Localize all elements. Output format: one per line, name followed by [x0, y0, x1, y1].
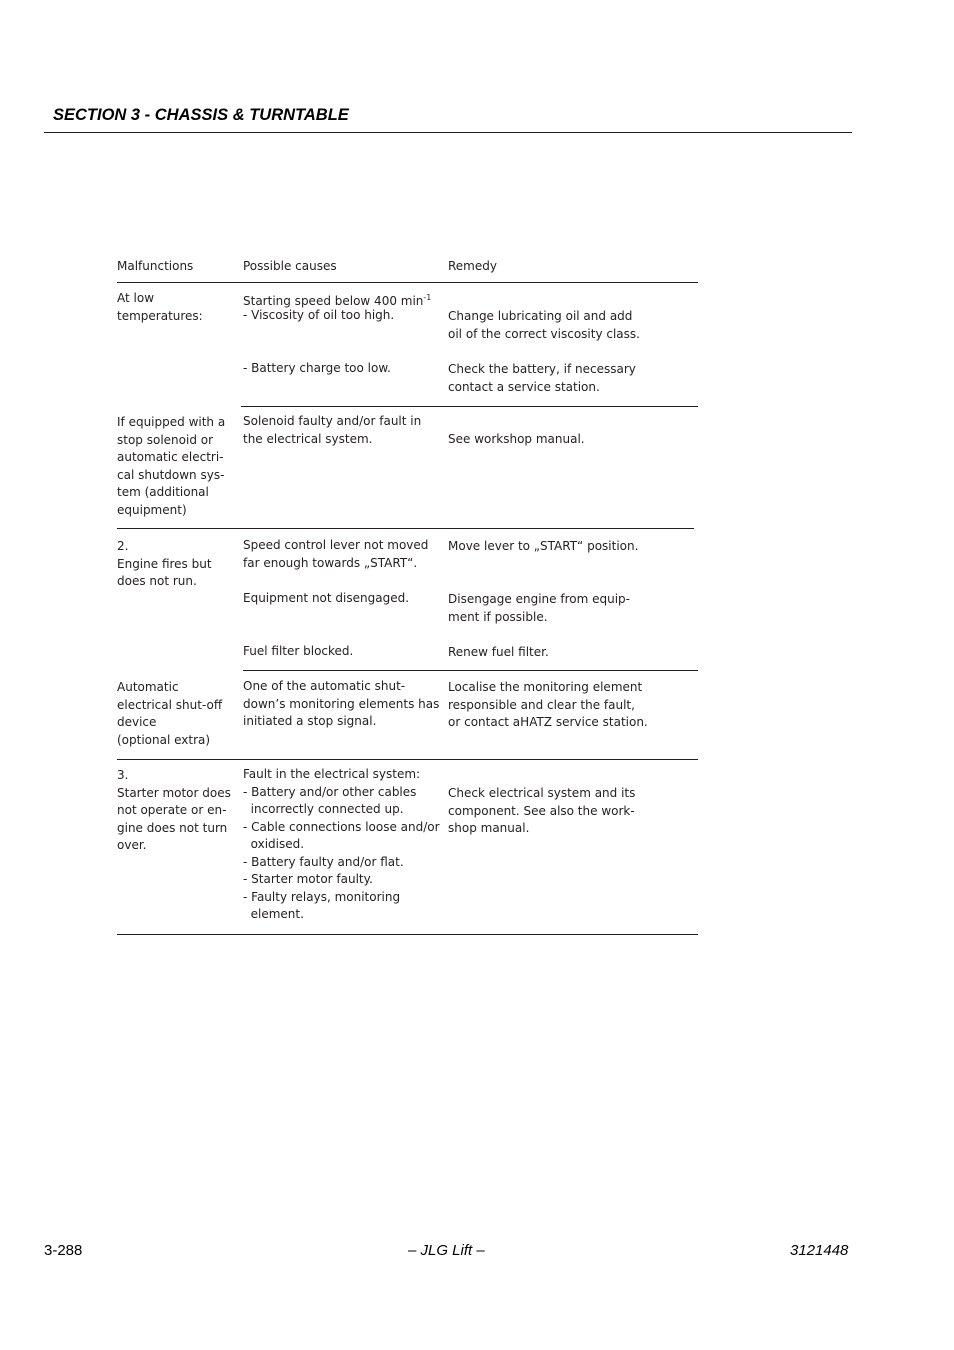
column-header-causes: Possible causes	[243, 259, 337, 273]
remedy-renew-filter: Renew fuel filter.	[448, 645, 549, 659]
row-divider	[243, 670, 698, 671]
document-number: 3121448	[790, 1242, 849, 1259]
page-number: 3-288	[44, 1242, 83, 1259]
remedy-check-battery: Check the battery, if necessary contact a service station.	[448, 362, 636, 394]
row-divider	[117, 528, 694, 529]
remedy-move-lever: Move lever to „START“ position.	[448, 539, 639, 553]
malfunction-low-temperatures: At low temperatures:	[117, 291, 203, 323]
cause-equipment-engaged: Equipment not disengaged.	[243, 591, 410, 605]
footer-brand: – JLG Lift –	[408, 1242, 485, 1259]
cause-starting-speed-unit-exponent: -1	[423, 293, 432, 302]
cause-battery-charge: - Battery charge too low.	[243, 361, 391, 375]
malfunction-stop-solenoid: If equipped with a stop solenoid or automatic electri- cal shutdown sys- tem (additional equipment)	[117, 415, 226, 517]
column-header-malfunctions: Malfunctions	[117, 259, 194, 273]
cause-monitoring-element: One of the automatic shut- down’s monitoring elements has initiated a stop signal.	[243, 679, 440, 728]
row-divider	[117, 759, 698, 760]
remedy-check-electrical: Check electrical system and its component. See also the work- shop manual.	[448, 786, 636, 835]
cause-solenoid-faulty: Solenoid faulty and/or fault in the electrical system.	[243, 414, 422, 446]
remedy-change-oil: Change lubricating oil and add oil of the correct viscosity class.	[448, 309, 640, 341]
cause-speed-lever: Speed control lever not moved far enough towards „START“.	[243, 538, 429, 570]
malfunction-starter-motor: 3. Starter motor does not operate or en- gine does not turn over.	[117, 768, 231, 852]
header-rule	[44, 132, 852, 133]
remedy-workshop-manual: See workshop manual.	[448, 432, 585, 446]
table-bottom-rule	[117, 934, 698, 935]
cause-starting-speed-text: Starting speed below 400 min	[243, 294, 424, 308]
malfunction-automatic-shutoff: Automatic electrical shut-off device (optional extra)	[117, 680, 223, 747]
cause-viscosity: - Viscosity of oil too high.	[243, 308, 395, 322]
section-title: SECTION 3 - CHASSIS & TURNTABLE	[53, 106, 349, 124]
remedy-disengage: Disengage engine from equip- ment if possible.	[448, 592, 630, 624]
column-header-remedy: Remedy	[448, 259, 497, 273]
malfunction-engine-fires: 2. Engine fires but does not run.	[117, 539, 212, 588]
header-rule-line	[117, 282, 698, 283]
row-divider	[241, 406, 698, 407]
remedy-localise-element: Localise the monitoring element responsible and clear the fault, or contact aHATZ service station.	[448, 680, 648, 729]
cause-electrical-system: Fault in the electrical system: - Battery and/or other cables incorrectly connected up. - Cable connections loose and/or oxidised. - Battery faulty and/or flat. - Starter motor faulty. - Faulty relays, monitoring element.	[243, 767, 440, 921]
cause-fuel-filter: Fuel filter blocked.	[243, 644, 354, 658]
